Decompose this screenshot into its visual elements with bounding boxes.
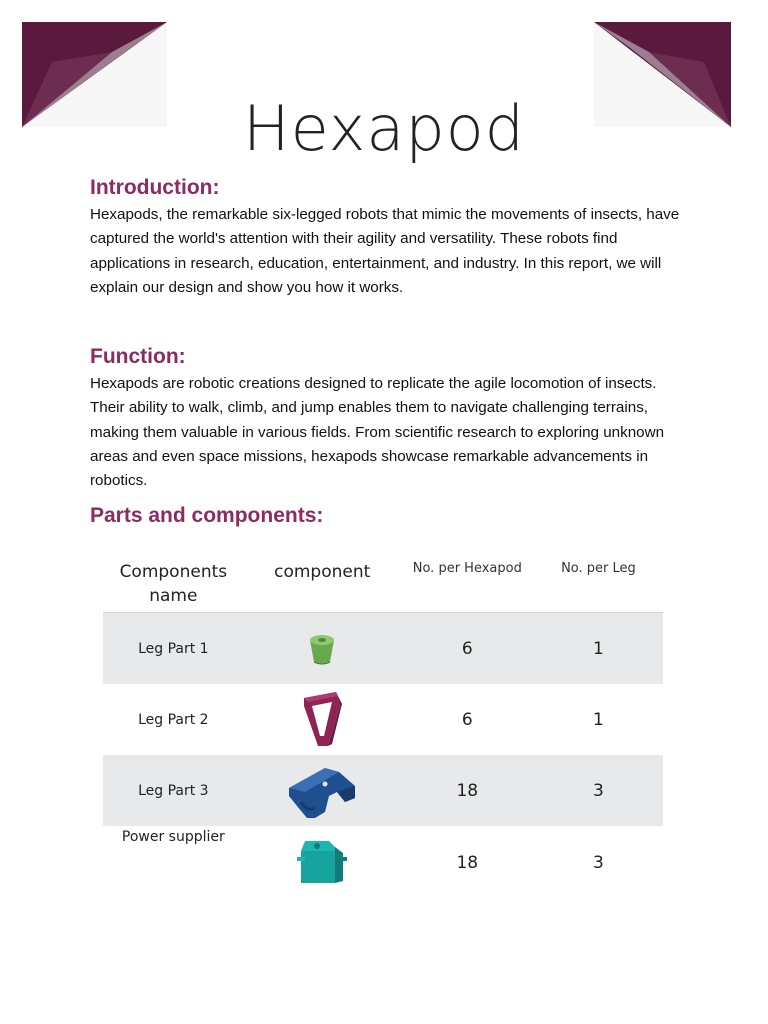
component-name: Leg Part 3 bbox=[103, 755, 244, 826]
teal-servo-motor-icon bbox=[295, 837, 349, 889]
parts-heading: Parts and components: bbox=[90, 504, 324, 527]
component-image-cell bbox=[244, 755, 401, 826]
table-row bbox=[103, 684, 663, 755]
column-header-per-leg: No. per Leg bbox=[534, 552, 663, 613]
table-row bbox=[103, 755, 663, 826]
column-header-component: component bbox=[244, 552, 401, 613]
count-per-leg: 3 bbox=[593, 852, 604, 873]
count-per-hexapod: 18 bbox=[456, 852, 479, 873]
blue-u-bracket-part-icon bbox=[285, 762, 359, 820]
count-per-hexapod: 6 bbox=[401, 613, 534, 685]
component-image-cell bbox=[244, 826, 401, 899]
function-text: Hexapods are robotic creations designed to replicate the agile locomotion of insects. Their ability to walk, climb, and jump enables them to navigate challenging terrains, making them valuable in various fields. From scientific research to exploring unknown areas and even space missions, hexapods showcase remarkable advancements in robotics. bbox=[90, 375, 665, 490]
function-heading: Function: bbox=[90, 345, 186, 368]
green-cylinder-part-icon bbox=[307, 632, 337, 666]
page-title: Hexapod bbox=[242, 92, 525, 165]
table-header-row bbox=[103, 552, 663, 613]
magenta-bracket-part-icon bbox=[300, 690, 344, 750]
table-row bbox=[103, 826, 663, 899]
count-per-leg: 1 bbox=[534, 613, 663, 685]
count-per-hexapod: 6 bbox=[461, 709, 473, 730]
column-header-components-name: Components name bbox=[103, 552, 244, 613]
parts-table bbox=[103, 552, 663, 899]
component-name: Leg Part 1 bbox=[103, 613, 244, 685]
count-per-leg: 1 bbox=[593, 709, 604, 730]
introduction-heading: Introduction: bbox=[90, 176, 220, 199]
component-image-cell bbox=[244, 613, 401, 685]
component-name: Power supplier bbox=[121, 829, 225, 845]
component-image-cell bbox=[244, 684, 401, 755]
table-row bbox=[103, 613, 663, 685]
column-header-per-hexapod: No. per Hexapod bbox=[401, 552, 534, 613]
introduction-text: Hexapods, the remarkable six-legged robots that mimic the movements of insects, have captured the world's attention with their agility and versatility. These robots find applications in research, education, entertainment, and industry. In this report, we will explain our design and show you how it works. bbox=[90, 206, 680, 296]
component-name: Leg Part 2 bbox=[138, 711, 209, 728]
count-per-hexapod: 18 bbox=[401, 755, 534, 826]
count-per-leg: 3 bbox=[534, 755, 663, 826]
